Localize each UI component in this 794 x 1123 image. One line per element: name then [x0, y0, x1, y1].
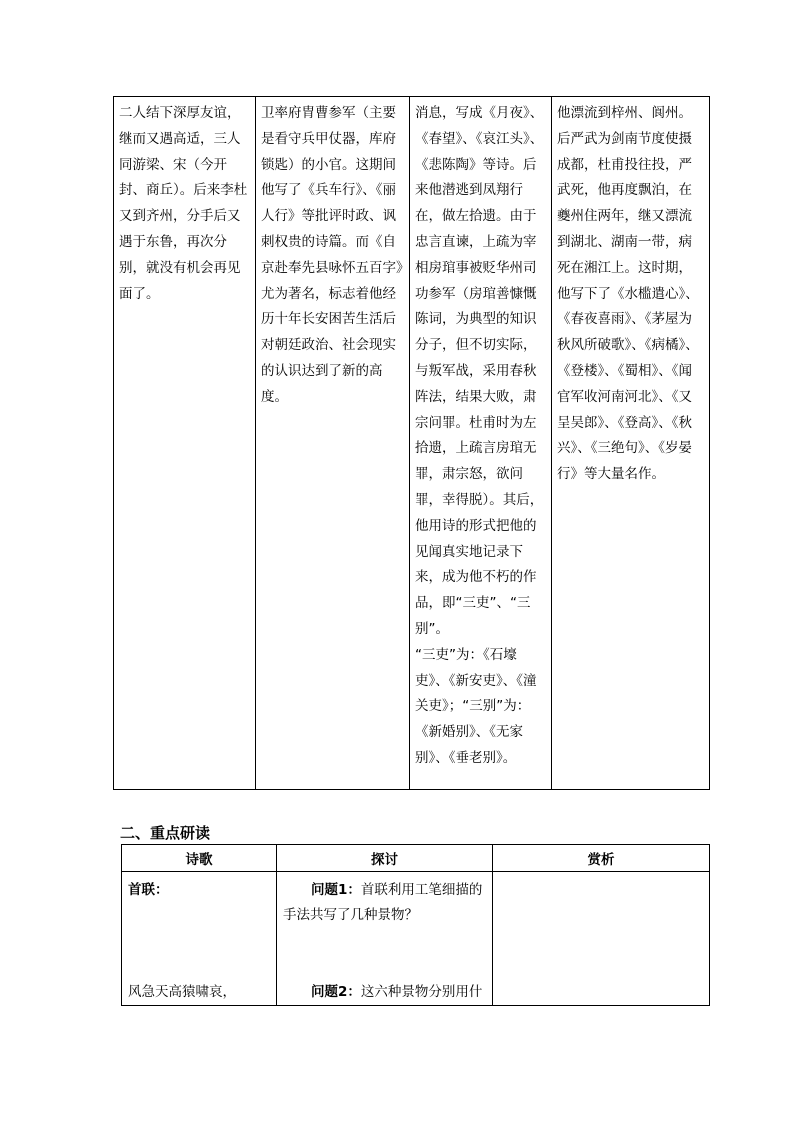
question-1-text: 首联利用工笔细描的手法共写了几种景物？: [283, 882, 483, 923]
header-discussion: 探讨: [277, 845, 493, 872]
question-2-label: 问题2：: [311, 984, 361, 1000]
header-poem: 诗歌: [122, 845, 277, 872]
header-appreciation: 赏析: [493, 845, 710, 872]
study-table: [121, 844, 710, 1006]
question-2: [311, 980, 482, 1005]
bio-text-3b: “三吏”为：《石壕吏》、《新安吏》、《潼关吏》；“三别”为：《新婚别》、《无家别》、《垂老别》。: [415, 646, 537, 766]
bio-text-3a: 消息，写成《月夜》、《春望》、《哀江头》、《悲陈陶》等诗。后来他潜逃到凤翔行在，做左拾遗。由于忠言直谏，上疏为宰相房琯事被贬华州司功参军（房琯善慷慨陈词，为典型的知识分子，但不切实际，与叛军战，采用春秋阵法，结果大败，肃宗问罪。杜甫时为左拾遗，上疏言房琯无罪，肃宗怒，欲问罪，幸得脱）。其后，他用诗的形式把他的见闻真实地记录下来，成为他不朽的作品，即“三吏”、“三别”。: [415, 105, 544, 637]
poem-cell: [122, 872, 277, 1006]
biography-table: [113, 96, 710, 790]
bio-text-1: 二人结下深厚友谊，继而又遇高适，三人同游梁、宋（今开封、商丘）。后来李杜又到齐州，分手后又遇于东鲁，再次分别，就没有机会再见面了。: [119, 105, 248, 302]
bio-cell-2: [256, 97, 410, 790]
appreciation-cell[interactable]: [493, 872, 710, 1006]
bio-cell-3: [410, 97, 552, 790]
question-1-label: 问题1：: [311, 882, 361, 898]
poem-label: 首联：: [128, 882, 169, 898]
section-title: 二、重点研读: [120, 824, 211, 842]
discussion-cell: [277, 872, 493, 1006]
bio-cell-1: [114, 97, 256, 790]
bio-text-4: 他漂流到梓州、阆州。后严武为剑南节度使摄成都，杜甫投往投，严武死，他再度飘泊，在夔州住两年，继又漂流到湖北、湖南一带，病死在湘江上。这时期，他写下了《水槛遣心》、《春夜喜雨》、《茅屋为秋风所破歌》、《病橘》、《登楼》、《蜀相》、《闻官军收河南河北》、《又呈吴郎》、《登高》、《秋兴》、《三绝句》、《岁晏行》等大量名作。: [557, 105, 699, 483]
question-1: [283, 878, 486, 928]
bio-cell-4: [552, 97, 710, 790]
bio-text-2: 卫率府胄曹参军（主要是看守兵甲仗器，库府锁匙）的小官。这期间他写了《兵车行》、《丽人行》等批评时政、讽刺权贵的诗篇。而《自京赴奉先县咏怀五百字》尤为著名，标志着他经历十年长安困苦生活后对朝廷政治、社会现实的认识达到了新的高度。: [261, 105, 403, 405]
poem-line: 风急天高猿啸哀，: [128, 984, 236, 1000]
question-2-text: 这六种景物分别用什: [360, 984, 483, 1000]
